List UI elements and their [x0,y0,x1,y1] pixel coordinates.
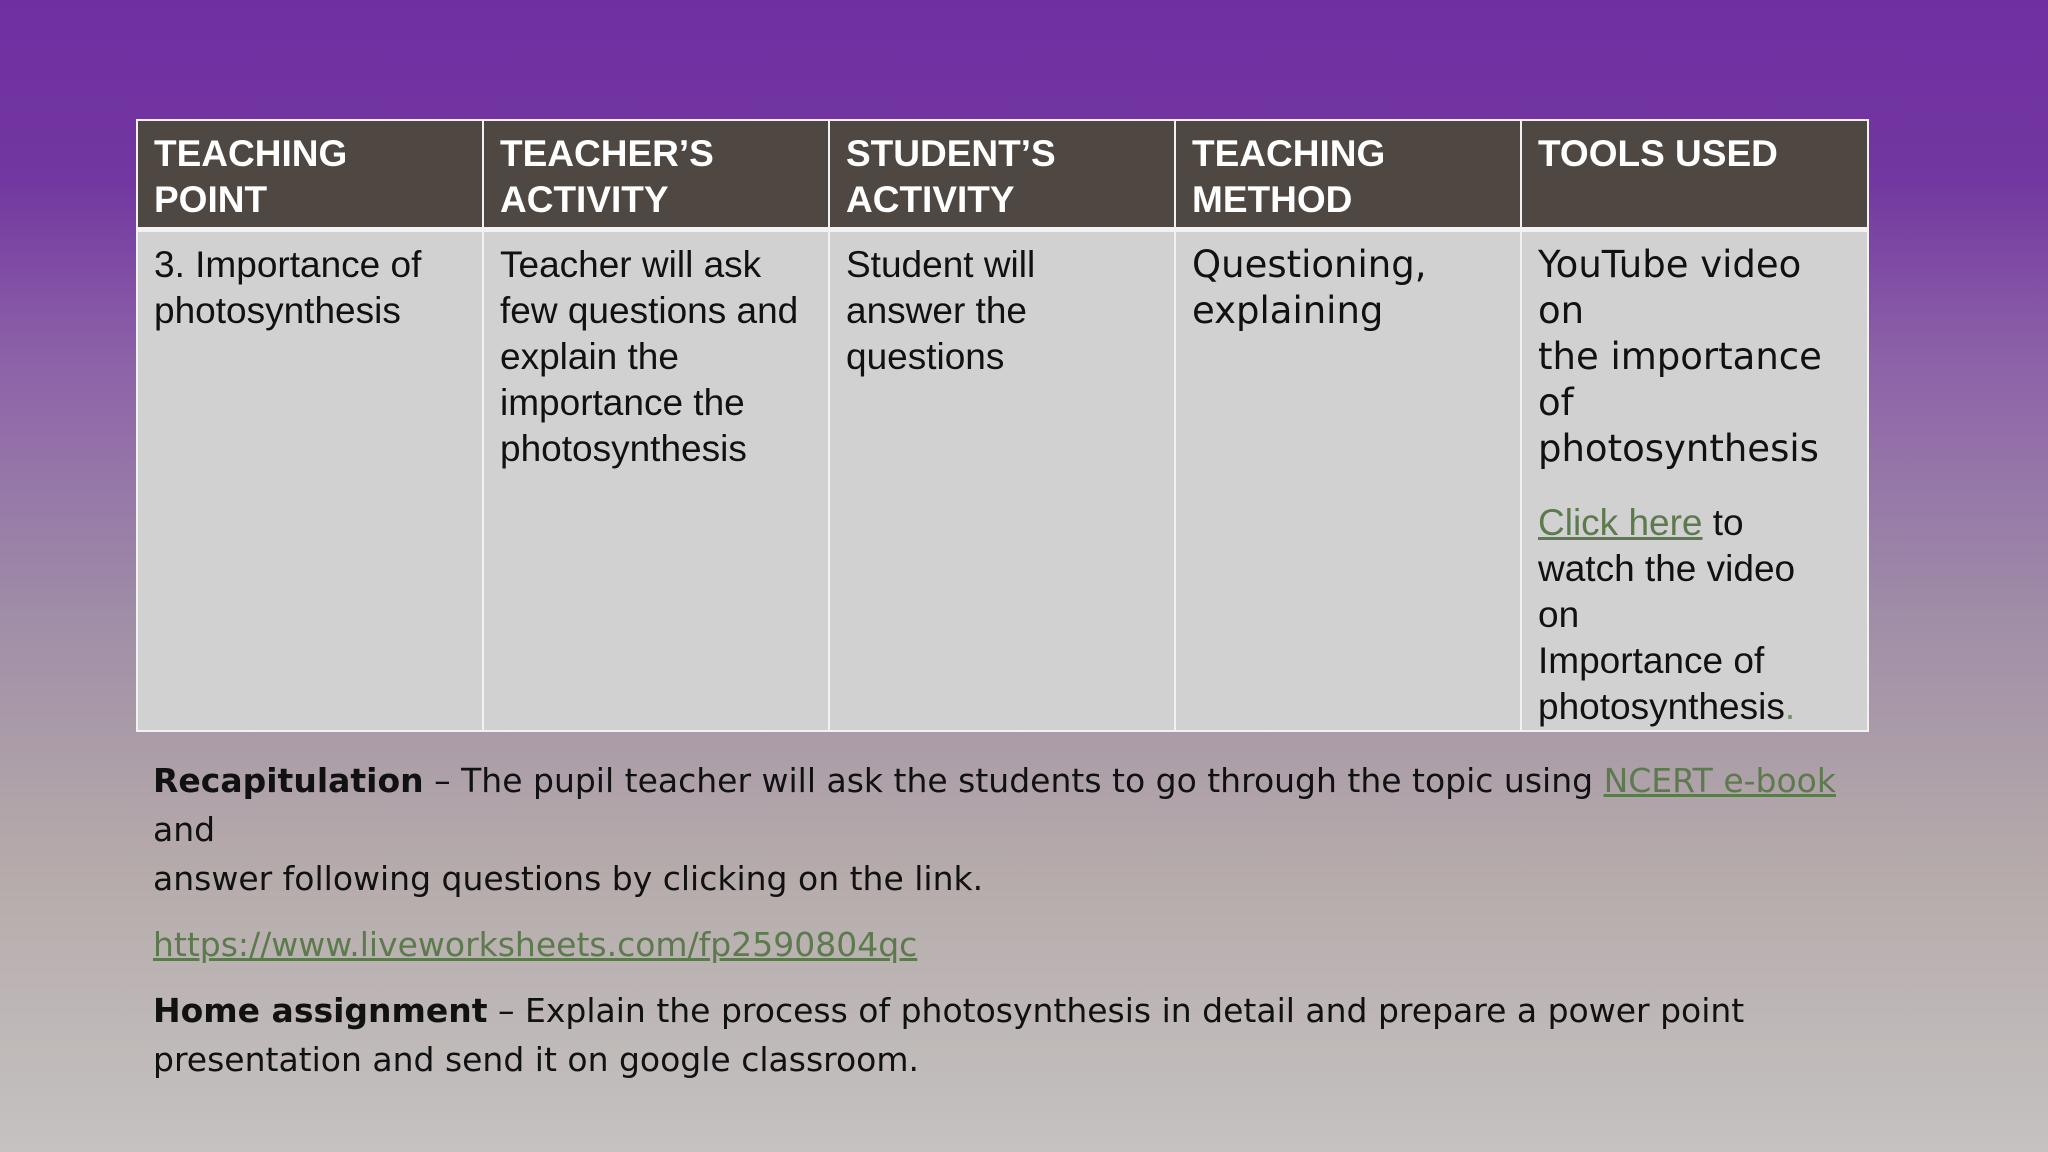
click-here-link[interactable]: Click here [1538,502,1703,543]
header-teachers-activity: TEACHER’S ACTIVITY [483,120,829,230]
home-assignment-label: Home assignment [153,991,488,1030]
cell-tools-used: YouTube video on the importance of photosynthesis Click here to watch the video on Importance of photosynthesis. [1521,230,1868,732]
recapitulation-label: Recapitulation [153,761,424,800]
header-teaching-point: TEACHING POINT [137,120,483,230]
notes-section [153,756,1853,1084]
worksheet-paragraph [153,920,1853,969]
cell-teaching-point: 3. Importance of photosynthesis [137,230,483,732]
ncert-ebook-link[interactable]: NCERT e-book [1603,761,1836,800]
header-students-activity: STUDENT’S ACTIVITY [829,120,1175,230]
tools-link-paragraph: Click here to watch the video on Importance of photosynthesis. [1538,502,1796,727]
cell-students-activity: Student will answer the questions [829,230,1175,732]
home-assignment-paragraph: Home assignment – Explain the process of photosynthesis in detail and prepare a power point presentation and send it on google classroom. [153,991,1745,1079]
recapitulation-paragraph: Recapitulation – The pupil teacher will ask the students to go through the topic using NCERT e-book and answer following questions by clicking on the link. [153,761,1836,898]
table-row [137,230,1868,732]
header-row [137,120,1868,230]
lesson-plan-table [136,119,1869,732]
header-tools-used: TOOLS USED [1521,120,1868,230]
cell-teaching-method: Questioning, explaining [1175,230,1521,732]
worksheet-link[interactable]: https://www.liveworksheets.com/fp2590804qc [153,925,918,964]
header-teaching-method: TEACHING METHOD [1175,120,1521,230]
cell-teachers-activity: Teacher will ask few questions and explain the importance the photosynthesis [483,230,829,732]
